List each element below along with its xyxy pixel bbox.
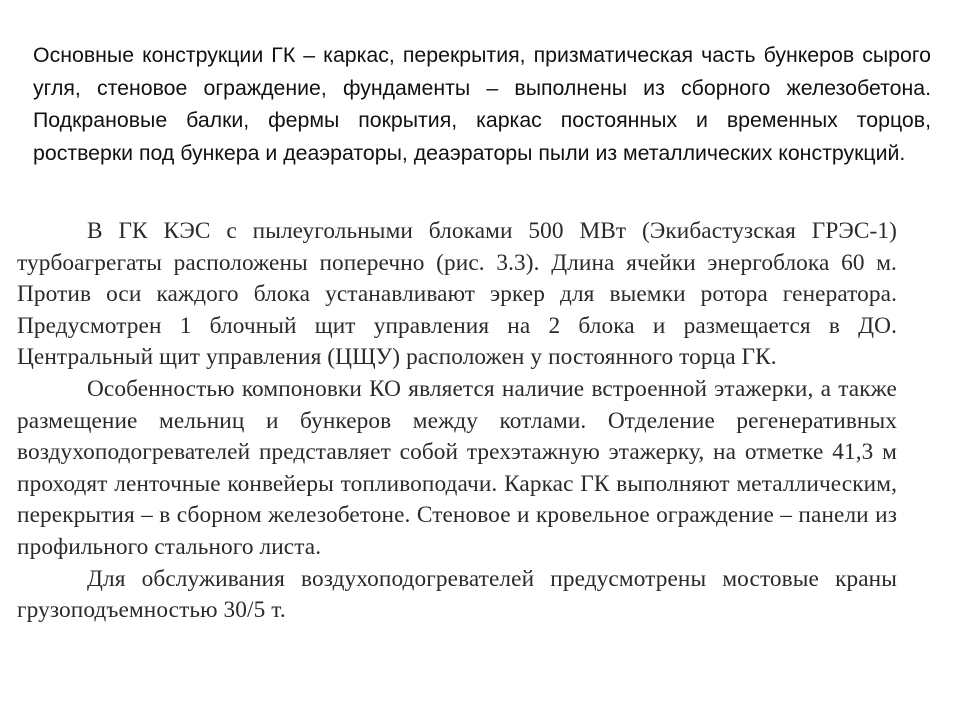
scanned-excerpt — [17, 216, 897, 627]
scanned-paragraph-1: В ГК КЭС с пылеугольными блоками 500 МВт (Экибастузская ГРЭС-1) турбоагрегаты расположены поперечно (рис. 3.3). Длина ячейки энергоблока 60 м. Против оси каждого блока устанавливают эркер для выемки ротора генератора. Предусмотрен 1 блочный щит управления на 2 блока и размещается в ДО. Центральный щит управления (ЦЩУ) расположен у постоянного торца ГК. — [17, 218, 897, 371]
scanned-paragraph-2: Особенностью компоновки КО является наличие встроенной этажерки, а также размещение мельниц и бункеров между котлами. Отделение регенеративных воздухоподогревателей представляет собой трехэтажную этажерку, на отметке 41,3 м проходят ленточные конвейеры топливоподачи. Каркас ГК выполняют металлическим, перекрытия – в сборном железобетоне. Стеновое и кровельное ограждение – панели из профильного стального листа. — [17, 375, 897, 560]
intro-paragraph: Основные конструкции ГК – каркас, перекрытия, призматическая часть бункеров сырого угля, стеновое ограждение, фундаменты – выполнены из сборного железобетона. Подкрановые балки, фермы покрытия, каркас постоянных и временных торцов, ростверки под бункера и деаэраторы, деаэраторы пыли из металлических конструкций. — [33, 43, 931, 165]
scanned-paragraph-3: Для обслуживания воздухоподогревателей предусмотрены мостовые краны грузоподъемностью 30/5 т. — [17, 565, 897, 624]
